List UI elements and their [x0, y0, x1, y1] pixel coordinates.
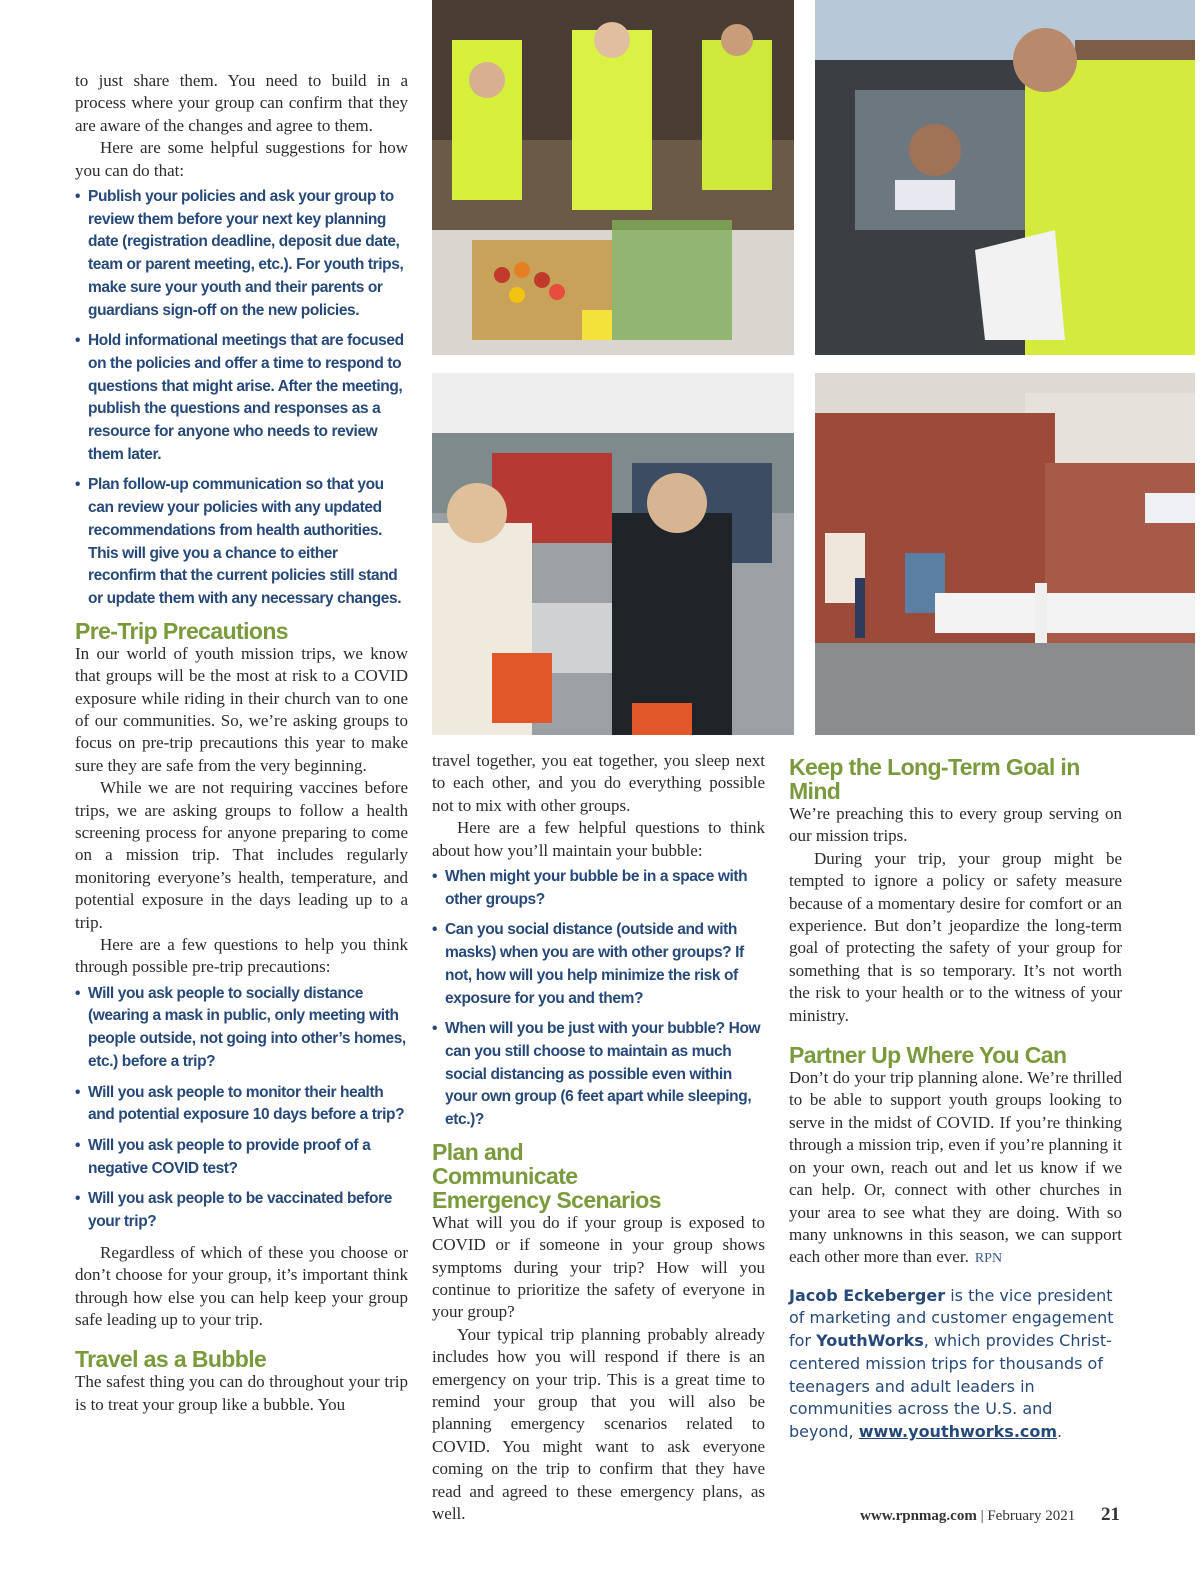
column-1 [75, 70, 408, 1416]
column-3 [789, 755, 1122, 1444]
paragraph: Here are some helpful suggestions for how you can do that: [75, 138, 408, 180]
website-link[interactable]: www.youthworks.com [858, 1421, 1058, 1441]
paragraph: The safest thing you can do throughout your trip is to treat your group like a bubble. You [75, 1372, 408, 1414]
page-footer [860, 1504, 1120, 1526]
paragraph: travel together, you eat together, you sleep next to each other, and you do everything possible not to mix with other groups. [432, 751, 765, 815]
bio-text: is the vice president of marketing and customer engagement for [789, 1285, 1114, 1351]
bullet-item: • Plan follow-up communication so that you can review your policies with any updated recommendations from health authorities. This will give you a chance to either reconfirm that the current policies still stand or update them with any necessary changes. [75, 474, 408, 610]
bullet-list [75, 983, 408, 1234]
photo-grocery-handoff [815, 0, 1195, 355]
bio-text: , which provides Christ-centered mission trips for thousands of teenagers and adult leaders in communities across the U.S. and beyond, [789, 1331, 1112, 1441]
bullet-item: • Will you ask people to provide proof of a negative COVID test? [75, 1135, 408, 1180]
bullet-item: • Can you social distance (outside and with masks) when you are with other groups? If not, how will you help minimize the risk of exposure for you and them? [432, 919, 765, 1010]
bullet-item: • Publish your policies and ask your group to review them before your next key planning date (registration deadline, deposit due date, team or parent meeting, etc.). For youth trips, make sure your youth and their parents or guardians sign-off on the new policies. [75, 186, 408, 322]
bullet-list [75, 186, 408, 611]
bullet-item: • When might your bubble be in a space with other groups? [432, 866, 765, 911]
bullet-list [432, 866, 765, 1132]
author-bio [789, 1285, 1122, 1444]
paragraph: In our world of youth mission trips, we know that groups will be the most at risk to a COVID exposure while riding in their church van to one of our communities. So, we’re asking groups to focus on pre-trip precautions this year to make sure they are safe from the very beginning. [75, 643, 408, 775]
footer-date: February 2021 [987, 1508, 1076, 1524]
bio-end: . [1057, 1421, 1063, 1441]
paragraph: to just share them. You need to build in a process where your group can confirm that they are aware of the changes and agree to them. [75, 71, 408, 135]
bullet-item: • Will you ask people to monitor their health and potential exposure 10 days before a trip? [75, 1082, 408, 1127]
paragraph: Regardless of which of these you choose or don’t choose for your group, it’s important think through how else you can help keep your group safe leading up to your trip. [75, 1242, 408, 1330]
rpn-end-mark: RPN [974, 1251, 1003, 1267]
paragraph: We’re preaching this to every group serving on our mission trips. [789, 804, 1122, 846]
bullet-item: • Hold informational meetings that are focused on the policies and offer a time to respond to questions that might arise. After the meeting, publish the questions and responses as a resource for anyone who needs to review them later. [75, 330, 408, 466]
column-2 [432, 750, 765, 1525]
paragraph: During your trip, your group might be tempted to ignore a policy or safety measure because of a momentary desire for comfort or an experience. But don’t jeopardize the long-term goal of protecting the safety of your group for something that is so temporary. It’s not worth the risk to your health or to the witness of your ministry. [789, 848, 1122, 1025]
heading-pre-trip-precautions: Pre-Trip Precautions [75, 617, 288, 644]
paragraph: Here are a few questions to help you think through possible pre-trip precautions: [75, 934, 408, 977]
bullet-item: • Will you ask people to be vaccinated before your trip? [75, 1188, 408, 1233]
org-name: YouthWorks [816, 1331, 924, 1351]
paragraph: Here are a few helpful questions to think about how you’ll maintain your bubble: [432, 818, 765, 860]
heading-travel-as-a-bubble: Travel as a Bubble [75, 1346, 267, 1373]
footer-website[interactable]: www.rpnmag.com [860, 1508, 977, 1524]
photo-volunteers-produce [432, 0, 794, 355]
photo-church-building [815, 373, 1195, 735]
heading-partner-up: Partner Up Where You Can [789, 1042, 1067, 1069]
photo-teens-distribution [432, 373, 794, 735]
paragraph: Your typical trip planning probably already includes how you will respond if there is an emergency on your trip. This is a great time to remind your group that you will also be planning emergency scenarios related to COVID. You might want to ask everyone coming on the trip to confirm that they have read and agreed to these emergency plans, as well. [432, 1324, 765, 1524]
heading-long-term-goal: Keep the Long-Term Goal in Mind [789, 754, 1080, 804]
page-number: 21 [1101, 1504, 1120, 1525]
bullet-item: • When will you be just with your bubble? How can you still choose to maintain as much social distancing as possible even within your own group (6 feet apart while sleeping, etc.)? [432, 1018, 765, 1132]
footer-separator: | [980, 1508, 984, 1524]
paragraph [789, 1067, 1122, 1271]
paragraph: What will you do if your group is exposed to COVID or if someone in your group shows symptoms during your trip? How will you continue to prioritize the safety of everyone in your group? [432, 1212, 765, 1322]
paragraph: While we are not requiring vaccines before trips, we are asking groups to follow a health screening process for anyone preparing to come on a mission trip. That includes regularly monitoring everyone’s health, temperature, and potential exposure in the days leading up to a trip. [75, 778, 408, 932]
author-name: Jacob Eckeberger [789, 1285, 946, 1305]
bullet-item: • Will you ask people to socially distance (wearing a mask in public, only meeting with people outside, not going into other’s homes, etc.) before a trip? [75, 983, 408, 1074]
paragraph-text: Don’t do your trip planning alone. We’re thrilled to be able to support youth groups looking to serve in the midst of COVID. If you’re thinking through a mission trip, even if you’re planning it on your own, reach out and let us know if we can help. Or, connect with other churches in your area to see what they are doing. With so many unknowns in this season, we can support each other more than ever. [789, 1068, 1122, 1267]
heading-plan-emergency-scenarios: Plan and Communicate Emergency Scenarios [432, 1138, 661, 1213]
